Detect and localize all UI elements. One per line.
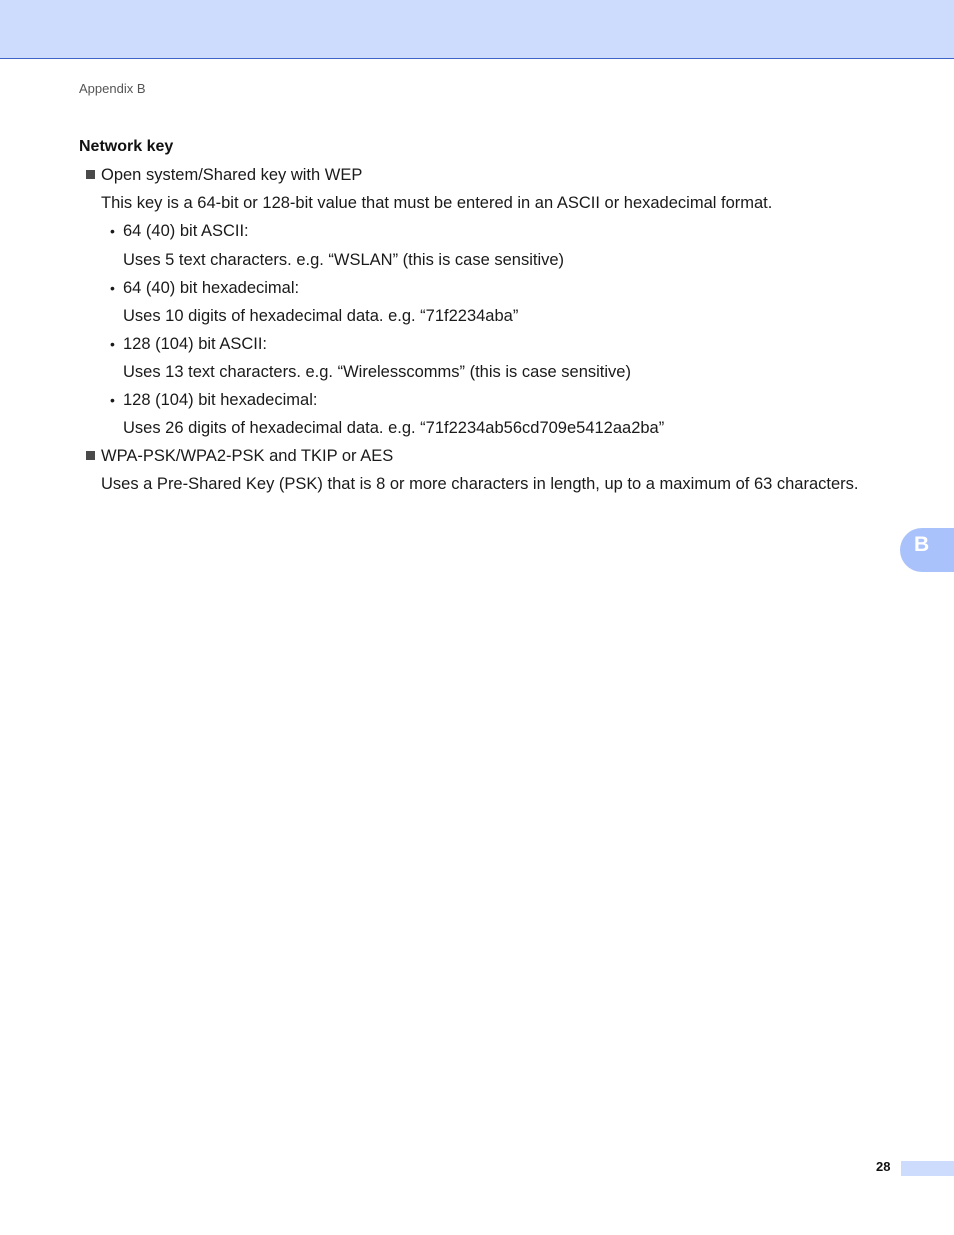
bullet-dot-icon: • (110, 336, 115, 352)
list-item-heading: WPA-PSK/WPA2-PSK and TKIP or AES (101, 447, 394, 465)
list-item-heading: Open system/Shared key with WEP (101, 166, 363, 184)
list-item-description: This key is a 64-bit or 128-bit value that must be entered in an ASCII or hexadecimal format. (101, 194, 773, 212)
footer-bar (901, 1161, 954, 1176)
section-title: Network key (79, 138, 174, 155)
bullet-dot-icon: • (110, 280, 115, 296)
header-band (0, 0, 954, 59)
square-bullet-icon (86, 451, 95, 460)
sub-item-label: 128 (104) bit ASCII: (123, 335, 267, 353)
bullet-dot-icon: • (110, 392, 115, 408)
bullet-dot-icon: • (110, 223, 115, 239)
sub-item-detail: Uses 10 digits of hexadecimal data. e.g. “71f2234aba” (123, 307, 519, 325)
sub-item-label: 64 (40) bit hexadecimal: (123, 279, 300, 297)
sub-item-detail: Uses 26 digits of hexadecimal data. e.g. “71f2234ab56cd709e5412aa2ba” (123, 419, 665, 437)
sub-item-detail: Uses 13 text characters. e.g. “Wirelesscomms” (this is case sensitive) (123, 363, 631, 381)
sub-item-label: 128 (104) bit hexadecimal: (123, 391, 318, 409)
chapter-tab-letter: B (914, 533, 930, 556)
sub-item-label: 64 (40) bit ASCII: (123, 222, 249, 240)
running-header: Appendix B (79, 81, 146, 96)
page-number: 28 (876, 1159, 891, 1174)
list-item-description: Uses a Pre-Shared Key (PSK) that is 8 or more characters in length, up to a maximum of 63 characters. (101, 475, 859, 493)
sub-item-detail: Uses 5 text characters. e.g. “WSLAN” (this is case sensitive) (123, 251, 565, 269)
square-bullet-icon (86, 170, 95, 179)
